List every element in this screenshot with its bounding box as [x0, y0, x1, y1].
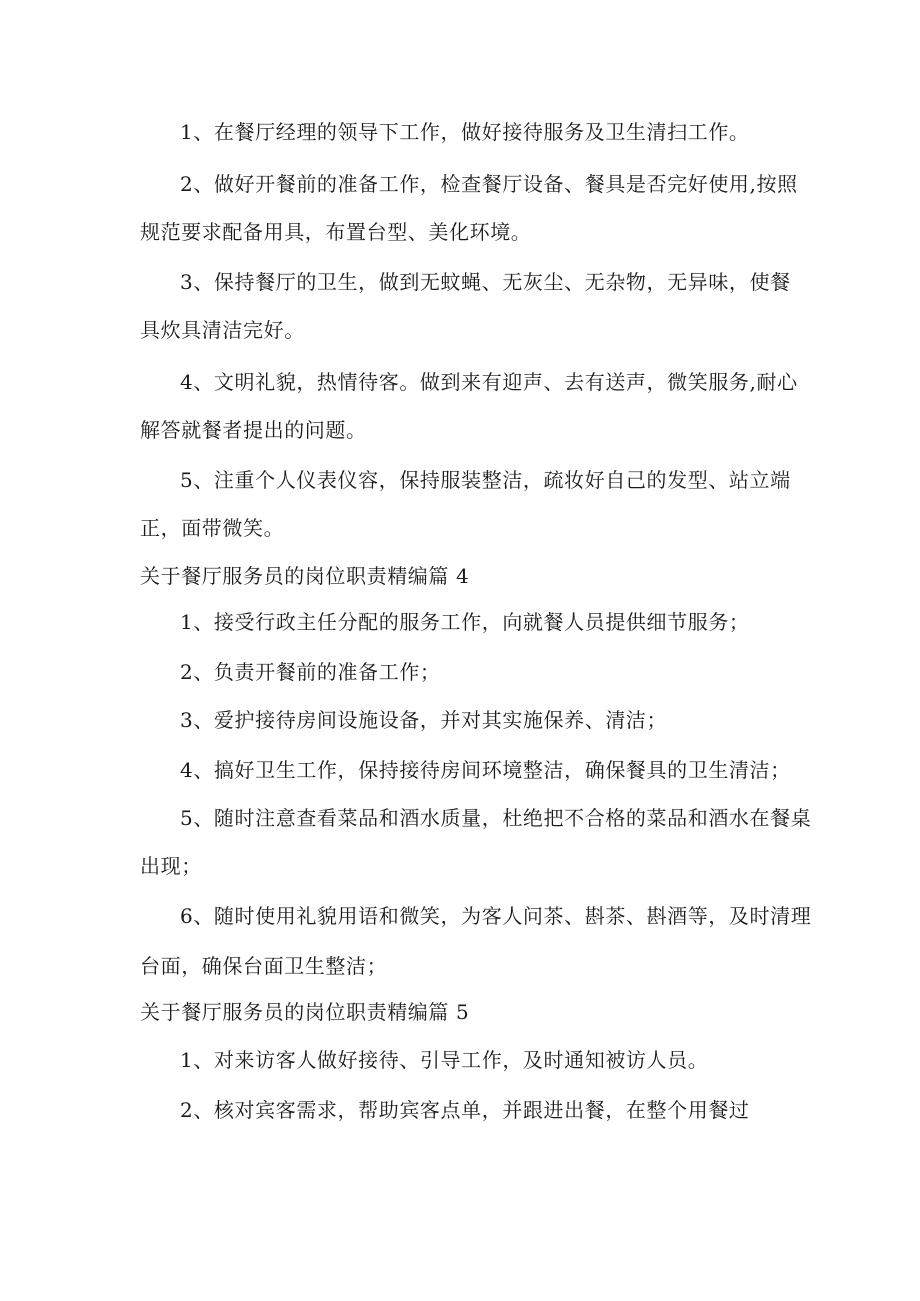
paragraph-line: 6、随时使用礼貌用语和微笑，为客人问茶、斟茶、斟酒等，及时清理: [180, 904, 812, 928]
paragraph-line: 正，面带微笑。: [140, 516, 285, 540]
paragraph-line: 出现；: [140, 854, 202, 878]
paragraph-line: 2、做好开餐前的准备工作，检查餐厅设备、餐具是否完好使用,按照: [180, 172, 798, 196]
paragraph-line: 4、搞好卫生工作，保持接待房间环境整洁，确保餐具的卫生清洁；: [180, 758, 791, 782]
section-heading: 关于餐厅服务员的岗位职责精编篇 4: [140, 564, 470, 588]
paragraph-line: 规范要求配备用具，布置台型、美化环境。: [140, 220, 532, 244]
paragraph-line: 具炊具清洁完好。: [140, 318, 305, 342]
paragraph-line: 1、对来访客人做好接待、引导工作，及时通知被访人员。: [180, 1048, 709, 1072]
paragraph-line: 3、爱护接待房间设施设备，并对其实施保养、清洁；: [180, 708, 668, 732]
section-heading: 关于餐厅服务员的岗位职责精编篇 5: [140, 1000, 470, 1024]
paragraph-line: 解答就餐者提出的问题。: [140, 418, 367, 442]
paragraph-line: 2、核对宾客需求，帮助宾客点单，并跟进出餐，在整个用餐过: [180, 1098, 750, 1122]
paragraph-line: 2、负责开餐前的准备工作；: [180, 660, 441, 684]
paragraph-line: 1、在餐厅经理的领导下工作，做好接待服务及卫生清扫工作。: [180, 120, 750, 144]
paragraph-line: 4、文明礼貌，热情待客。做到来有迎声、去有送声，微笑服务,耐心: [180, 370, 798, 394]
paragraph-line: 5、随时注意查看菜品和酒水质量，杜绝把不合格的菜品和酒水在餐桌: [180, 806, 812, 830]
paragraph-line: 台面，确保台面卫生整洁；: [140, 954, 388, 978]
paragraph-line: 5、注重个人仪表仪容，保持服装整洁，疏妆好自己的发型、站立端: [180, 468, 791, 492]
paragraph-line: 1、接受行政主任分配的服务工作，向就餐人员提供细节服务；: [180, 610, 750, 634]
paragraph-line: 3、保持餐厅的卫生，做到无蚊蝇、无灰尘、无杂物，无异味，使餐: [180, 270, 791, 294]
